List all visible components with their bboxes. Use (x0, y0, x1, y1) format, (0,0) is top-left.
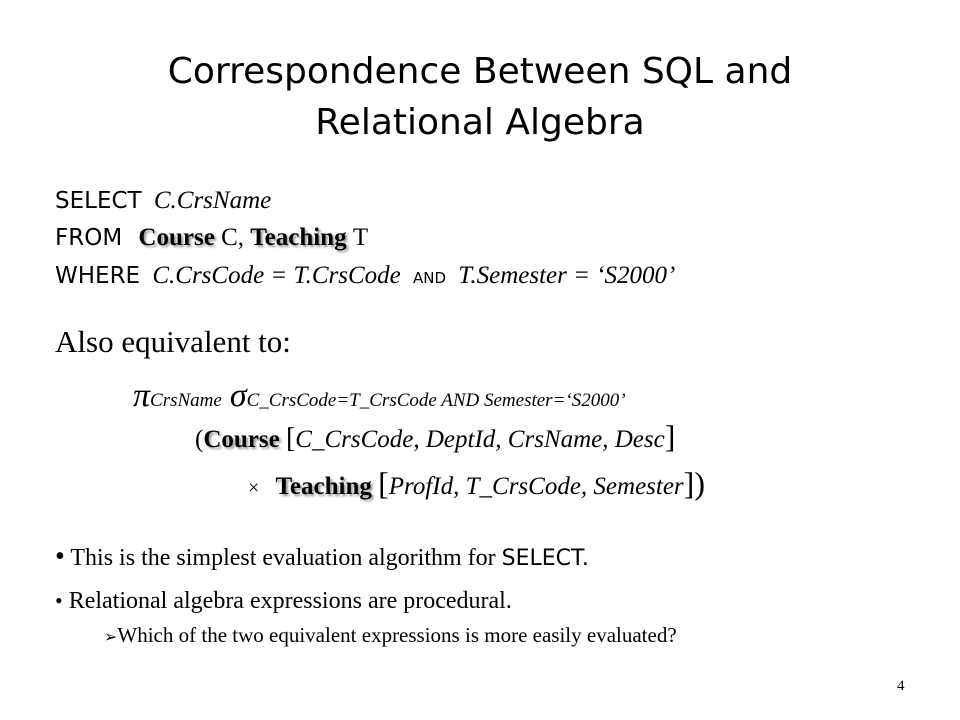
slide-title-line2: Relational Algebra (315, 102, 645, 143)
sql-select-keyword: SELECT (55, 188, 142, 214)
algebra-open-paren: ( (195, 426, 204, 453)
sigma-subscript: C_CrsCode=T_CrsCode AND Semester=‘S2000’ (246, 390, 626, 411)
algebra-teaching-open-bracket: [ (378, 465, 389, 501)
bullet-icon: • (55, 588, 63, 613)
algebra-relation-course: Course (203, 426, 280, 453)
algebra-teaching-attributes: ProfId, T_CrsCode, Semester (388, 473, 684, 500)
sql-from-line (55, 222, 368, 254)
bullet-2-text: Relational algebra expressions are procedural. (68, 588, 512, 614)
arrow-bullet-icon: ➢ (104, 627, 118, 646)
sql-from-alias-c: C, (221, 224, 244, 251)
page-number: 4 (897, 678, 905, 694)
sql-from-keyword: FROM (55, 225, 123, 251)
pi-symbol: π (133, 377, 151, 414)
algebra-course-attributes: C_CrsCode, DeptId, CrsName, Desc (295, 426, 665, 453)
sql-from-relation-teaching: Teaching (250, 224, 347, 251)
sql-where-line (55, 260, 675, 294)
pi-subscript: CrsName (150, 390, 222, 411)
sql-select-expr: C.CrsName (153, 187, 272, 214)
algebra-line2 (195, 418, 675, 458)
sub-bullet-1-text: Which of the two equivalent expressions is more easily evaluated? (117, 623, 677, 647)
bullet-item-1 (55, 540, 589, 576)
sql-where-condition2: T.Semester = ‘S2000’ (458, 262, 676, 289)
sql-where-keyword: WHERE (55, 263, 141, 289)
bullet-1-text: This is the simplest evaluation algorithm for (70, 545, 502, 571)
sql-where-condition1: C.CrsCode = T.CrsCode (152, 262, 401, 289)
sql-select-line (55, 185, 271, 217)
algebra-relation-teaching: Teaching (275, 473, 372, 500)
algebra-course-open-bracket: [ (285, 423, 296, 454)
algebra-line1 (133, 374, 626, 424)
slide-title-line1: Correspondence Between SQL and (167, 51, 793, 92)
sql-where-and-keyword: AND (413, 269, 447, 287)
sigma-symbol: σ (229, 377, 247, 414)
algebra-teaching-close-bracket: ]) (683, 465, 705, 501)
bullet-1-keyword: SELECT. (501, 546, 589, 571)
algebra-line3 (248, 463, 705, 508)
algebra-course-close-bracket: ] (664, 418, 676, 454)
sql-from-relation-course: Course (138, 224, 215, 251)
also-equivalent-label: Also equivalent to: (55, 324, 291, 359)
bullet-item-2 (55, 584, 512, 618)
cross-product-symbol: × (248, 477, 260, 499)
sql-from-alias-t: T (352, 224, 369, 251)
bullet-icon: • (55, 541, 65, 572)
sub-bullet-item-1 (104, 620, 677, 652)
